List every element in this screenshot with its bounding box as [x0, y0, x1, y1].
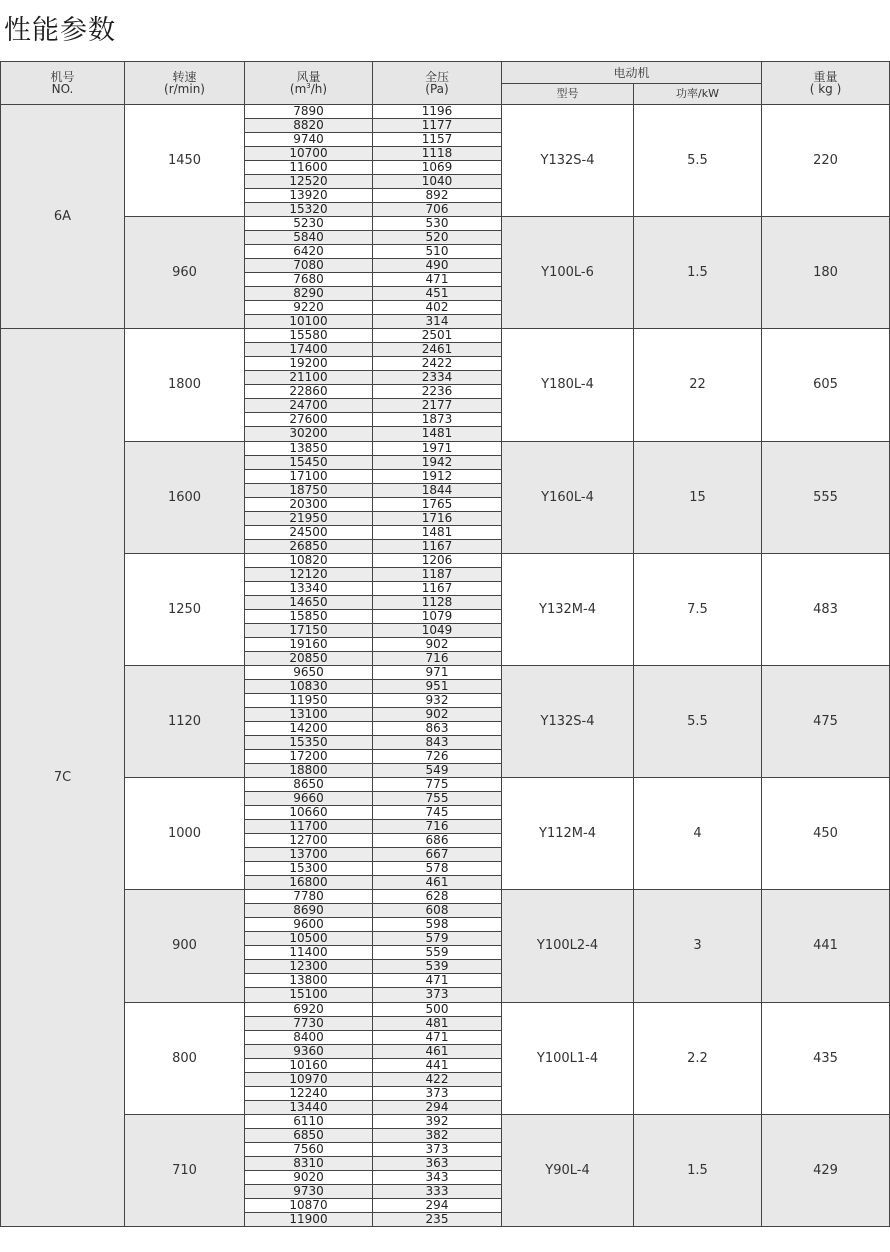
weight-cell-text: 220	[813, 153, 838, 169]
flow-value: 17100	[244, 469, 373, 484]
motor-type-cell-text: Y100L2-4	[536, 938, 599, 954]
pressure-value: 294	[372, 1100, 502, 1115]
motor-type-cell	[501, 441, 634, 554]
flow-value: 15350	[244, 735, 373, 750]
pressure-value: 471	[372, 272, 502, 287]
header-pressure-label: 全压	[424, 70, 449, 84]
flow-value: 8400	[244, 1030, 373, 1045]
motor-power-cell-text: 1.5	[687, 265, 708, 281]
flow-value: 20300	[244, 497, 373, 512]
flow-value: 11400	[244, 945, 373, 960]
flow-value: 8690	[244, 903, 373, 918]
motor-type-cell-text: Y132S-4	[540, 714, 595, 730]
motor-type-cell	[501, 328, 634, 441]
weight-cell	[761, 104, 890, 217]
header-speed-label: 转速	[172, 70, 197, 84]
motor-type-cell-text: Y160L-4	[541, 489, 594, 505]
flow-value: 8820	[244, 118, 373, 133]
flow-value: 11600	[244, 160, 373, 175]
pressure-value: 1196	[372, 104, 502, 119]
flow-value: 13440	[244, 1100, 373, 1115]
flow-value: 15300	[244, 861, 373, 876]
flow-value: 17200	[244, 749, 373, 764]
flow-value: 9730	[244, 1184, 373, 1199]
flow-value: 7080	[244, 258, 373, 273]
flow-value: 10700	[244, 146, 373, 161]
pressure-value: 294	[372, 1198, 502, 1213]
pressure-value: 392	[372, 1114, 502, 1129]
pressure-value: 1481	[372, 525, 502, 540]
pressure-value: 843	[372, 735, 502, 750]
pressure-value: 1167	[372, 539, 502, 554]
flow-value: 21100	[244, 370, 373, 385]
motor-type-cell	[501, 1114, 634, 1227]
pressure-value: 1049	[372, 623, 502, 638]
pressure-value: 2236	[372, 384, 502, 399]
pressure-value: 402	[372, 300, 502, 315]
pressure-value: 235	[372, 1212, 502, 1227]
pressure-value: 1177	[372, 118, 502, 133]
pressure-value: 1481	[372, 426, 502, 441]
pressure-value: 1206	[372, 553, 502, 568]
pressure-value: 971	[372, 665, 502, 680]
motor-type-cell-text: Y180L-4	[541, 377, 594, 393]
flow-value: 11900	[244, 1212, 373, 1227]
weight-cell-text: 180	[813, 265, 838, 281]
pressure-value: 863	[372, 721, 502, 736]
motor-type-cell-text: Y100L-6	[541, 265, 594, 281]
flow-value: 24500	[244, 525, 373, 540]
pressure-value: 1873	[372, 412, 502, 427]
speed-cell-text: 1250	[167, 601, 202, 617]
pressure-value: 1942	[372, 455, 502, 470]
speed-cell	[124, 1002, 245, 1115]
header-motor-label: 电动机	[613, 65, 650, 80]
flow-value: 6110	[244, 1114, 373, 1129]
pressure-value: 686	[372, 833, 502, 848]
weight-cell	[761, 1002, 890, 1115]
machine-no	[0, 328, 125, 1227]
pressure-value: 2177	[372, 398, 502, 413]
pressure-value: 1118	[372, 146, 502, 161]
motor-power-cell	[633, 889, 762, 1002]
motor-type-cell	[501, 665, 634, 778]
pressure-value: 1187	[372, 567, 502, 582]
pressure-value: 1844	[372, 483, 502, 498]
motor-power-cell	[633, 1002, 762, 1115]
motor-power-cell	[633, 441, 762, 554]
pressure-value: 1716	[372, 511, 502, 526]
speed-cell-text: 1120	[167, 714, 202, 730]
flow-value: 6420	[244, 244, 373, 259]
motor-power-cell-text: 22	[689, 377, 706, 393]
motor-power-cell-text: 2.2	[687, 1050, 708, 1066]
pressure-value: 343	[372, 1170, 502, 1185]
flow-value: 7560	[244, 1142, 373, 1157]
pressure-value: 1912	[372, 469, 502, 484]
header-motor	[501, 61, 762, 84]
pressure-value: 314	[372, 314, 502, 329]
pressure-value: 373	[372, 1142, 502, 1157]
header-model-label: 机号	[50, 70, 75, 84]
flow-value: 15450	[244, 455, 373, 470]
flow-value: 13100	[244, 707, 373, 722]
pressure-value: 471	[372, 973, 502, 988]
flow-value: 15100	[244, 987, 373, 1002]
header-weight-label: 重量	[813, 70, 838, 84]
pressure-value: 382	[372, 1128, 502, 1143]
flow-value: 22860	[244, 384, 373, 399]
pressure-value: 2461	[372, 342, 502, 357]
machine-no-text: 6A	[53, 209, 72, 225]
speed-cell-text: 1800	[167, 377, 202, 393]
pressure-value: 559	[372, 945, 502, 960]
pressure-value: 1069	[372, 160, 502, 175]
pressure-value: 441	[372, 1058, 502, 1073]
speed-cell	[124, 889, 245, 1002]
flow-value: 12520	[244, 174, 373, 189]
flow-value: 27600	[244, 412, 373, 427]
speed-cell-text: 1450	[167, 153, 202, 169]
flow-value: 10500	[244, 931, 373, 946]
pressure-value: 902	[372, 707, 502, 722]
pressure-value: 1971	[372, 441, 502, 456]
weight-cell-text: 429	[813, 1162, 838, 1178]
pressure-value: 932	[372, 693, 502, 708]
flow-value: 13850	[244, 441, 373, 456]
machine-no-text: 7C	[53, 770, 72, 786]
pressure-value: 530	[372, 216, 502, 231]
speed-cell-text: 1600	[167, 489, 202, 505]
pressure-value: 628	[372, 889, 502, 904]
flow-value: 8310	[244, 1156, 373, 1171]
flow-value: 30200	[244, 426, 373, 441]
pressure-value: 363	[372, 1156, 502, 1171]
flow-value: 16800	[244, 875, 373, 890]
flow-value: 14200	[244, 721, 373, 736]
motor-power-cell	[633, 665, 762, 778]
flow-value: 13920	[244, 188, 373, 203]
weight-cell	[761, 889, 890, 1002]
pressure-value: 2501	[372, 328, 502, 343]
weight-cell-text: 555	[813, 489, 838, 505]
header-motor-type-label: 型号	[556, 87, 579, 100]
weight-cell	[761, 553, 890, 666]
pressure-value: 1765	[372, 497, 502, 512]
flow-value: 9660	[244, 791, 373, 806]
flow-value: 10100	[244, 314, 373, 329]
weight-cell	[761, 1114, 890, 1227]
page-title: 性能参数	[4, 15, 116, 46]
pressure-value: 667	[372, 847, 502, 862]
pressure-value: 461	[372, 875, 502, 890]
flow-value: 12120	[244, 567, 373, 582]
flow-value: 7890	[244, 104, 373, 119]
flow-value: 12700	[244, 833, 373, 848]
header-motor-type	[501, 83, 634, 105]
speed-cell-text: 900	[172, 938, 197, 954]
motor-type-cell	[501, 889, 634, 1002]
flow-value: 20850	[244, 651, 373, 666]
header-flow-unit: $(m^3/h)$	[289, 82, 328, 96]
flow-value: 15580	[244, 328, 373, 343]
flow-value: 10660	[244, 805, 373, 820]
speed-cell-text: 1000	[167, 826, 202, 842]
speed-cell	[124, 1114, 245, 1227]
weight-cell	[761, 777, 890, 890]
pressure-value: 333	[372, 1184, 502, 1199]
pressure-value: 1167	[372, 581, 502, 596]
motor-power-cell	[633, 328, 762, 441]
machine-no	[0, 104, 125, 329]
header-motor-power	[633, 83, 762, 105]
speed-cell	[124, 216, 245, 329]
motor-type-cell	[501, 777, 634, 890]
flow-value: 12240	[244, 1086, 373, 1101]
pressure-value: 422	[372, 1072, 502, 1087]
motor-type-cell-text: Y132M-4	[539, 601, 596, 617]
flow-value: 6920	[244, 1002, 373, 1017]
motor-power-cell	[633, 777, 762, 890]
weight-cell-text: 435	[813, 1050, 838, 1066]
flow-value: 9220	[244, 300, 373, 315]
pressure-value: 726	[372, 749, 502, 764]
flow-value: 7730	[244, 1016, 373, 1031]
pressure-value: 461	[372, 1044, 502, 1059]
flow-value: 10160	[244, 1058, 373, 1073]
motor-type-cell	[501, 553, 634, 666]
header-model	[0, 61, 125, 105]
pressure-value: 745	[372, 805, 502, 820]
pressure-value: 578	[372, 861, 502, 876]
speed-cell	[124, 328, 245, 441]
flow-value: 10830	[244, 679, 373, 694]
pressure-value: 451	[372, 286, 502, 301]
motor-power-cell-text: 1.5	[687, 1162, 708, 1178]
motor-type-cell-text: Y90L-4	[545, 1162, 590, 1178]
pressure-value: 716	[372, 819, 502, 834]
pressure-value: 510	[372, 244, 502, 259]
header-flow-label: 风量	[296, 70, 321, 84]
pressure-value: 2334	[372, 370, 502, 385]
pressure-value: 775	[372, 777, 502, 792]
flow-value: 11700	[244, 819, 373, 834]
flow-value: 17150	[244, 623, 373, 638]
motor-power-cell	[633, 216, 762, 329]
motor-type-cell-text: Y112M-4	[539, 826, 596, 842]
speed-cell	[124, 665, 245, 778]
pressure-value: 373	[372, 987, 502, 1002]
weight-cell-text: 605	[813, 377, 838, 393]
motor-power-cell-text: 5.5	[687, 153, 708, 169]
flow-value: 5840	[244, 230, 373, 245]
flow-value: 14650	[244, 595, 373, 610]
motor-power-cell-text: 4	[693, 826, 702, 842]
pressure-value: 539	[372, 959, 502, 974]
motor-power-cell	[633, 1114, 762, 1227]
flow-value: 12300	[244, 959, 373, 974]
pressure-value: 608	[372, 903, 502, 918]
speed-cell	[124, 104, 245, 217]
pressure-value: 2422	[372, 356, 502, 371]
motor-power-cell-text: 5.5	[687, 714, 708, 730]
pressure-value: 373	[372, 1086, 502, 1101]
weight-cell	[761, 665, 890, 778]
flow-value: 7680	[244, 272, 373, 287]
flow-value: 9360	[244, 1044, 373, 1059]
speed-cell-text: 710	[172, 1162, 197, 1178]
pressure-value: 716	[372, 651, 502, 666]
motor-type-cell	[501, 104, 634, 217]
pressure-value: 902	[372, 637, 502, 652]
pressure-value: 500	[372, 1002, 502, 1017]
pressure-value: 520	[372, 230, 502, 245]
flow-value: 19160	[244, 637, 373, 652]
flow-value: 9740	[244, 132, 373, 147]
motor-power-cell-text: 7.5	[687, 601, 708, 617]
speed-cell	[124, 441, 245, 554]
speed-cell	[124, 553, 245, 666]
weight-cell-text: 483	[813, 601, 838, 617]
header-motor-power-label: 功率/kW	[676, 87, 719, 100]
flow-value: 10870	[244, 1198, 373, 1213]
header-pressure-unit: (Pa)	[425, 82, 449, 96]
pressure-value: 471	[372, 1030, 502, 1045]
speed-cell-text: 960	[172, 265, 197, 281]
flow-value: 26850	[244, 539, 373, 554]
flow-value: 13340	[244, 581, 373, 596]
weight-cell-text: 441	[813, 938, 838, 954]
header-weight	[761, 61, 890, 105]
header-pressure	[372, 61, 502, 105]
flow-value: 9650	[244, 665, 373, 680]
weight-cell	[761, 441, 890, 554]
pressure-value: 490	[372, 258, 502, 273]
flow-value: 17400	[244, 342, 373, 357]
speed-cell	[124, 777, 245, 890]
flow-value: 15850	[244, 609, 373, 624]
flow-value: 24700	[244, 398, 373, 413]
flow-value: 6850	[244, 1128, 373, 1143]
flow-value: 10820	[244, 553, 373, 568]
pressure-value: 598	[372, 917, 502, 932]
pressure-value: 951	[372, 679, 502, 694]
motor-type-cell-text: Y132S-4	[540, 153, 595, 169]
pressure-value: 706	[372, 202, 502, 217]
flow-value: 8650	[244, 777, 373, 792]
pressure-value: 1157	[372, 132, 502, 147]
weight-cell	[761, 328, 890, 441]
motor-power-cell	[633, 553, 762, 666]
header-weight-unit: ( kg )	[809, 82, 842, 96]
motor-power-cell	[633, 104, 762, 217]
flow-value: 15320	[244, 202, 373, 217]
motor-power-cell-text: 15	[689, 489, 706, 505]
pressure-value: 1040	[372, 174, 502, 189]
flow-value: 13700	[244, 847, 373, 862]
flow-value: 18750	[244, 483, 373, 498]
header-model-en: NO.	[51, 82, 74, 96]
pressure-value: 892	[372, 188, 502, 203]
header-speed	[124, 61, 245, 105]
pressure-value: 579	[372, 931, 502, 946]
flow-value: 8290	[244, 286, 373, 301]
header-speed-unit: (r/min)	[164, 82, 205, 96]
flow-value: 21950	[244, 511, 373, 526]
flow-value: 19200	[244, 356, 373, 371]
flow-value: 9020	[244, 1170, 373, 1185]
motor-type-cell-text: Y100L1-4	[536, 1050, 599, 1066]
flow-value: 13800	[244, 973, 373, 988]
weight-cell-text: 475	[813, 714, 838, 730]
motor-power-cell-text: 3	[693, 938, 702, 954]
pressure-value: 1079	[372, 609, 502, 624]
speed-cell-text: 800	[172, 1050, 197, 1066]
pressure-value: 481	[372, 1016, 502, 1031]
header-flow	[244, 61, 373, 105]
motor-type-cell	[501, 216, 634, 329]
pressure-value: 755	[372, 791, 502, 806]
pressure-value: 1128	[372, 595, 502, 610]
flow-value: 10970	[244, 1072, 373, 1087]
flow-value: 18800	[244, 763, 373, 778]
flow-value: 7780	[244, 889, 373, 904]
flow-value: 5230	[244, 216, 373, 231]
weight-cell	[761, 216, 890, 329]
flow-value: 9600	[244, 917, 373, 932]
pressure-value: 549	[372, 763, 502, 778]
motor-type-cell	[501, 1002, 634, 1115]
flow-value: 11950	[244, 693, 373, 708]
weight-cell-text: 450	[813, 826, 838, 842]
